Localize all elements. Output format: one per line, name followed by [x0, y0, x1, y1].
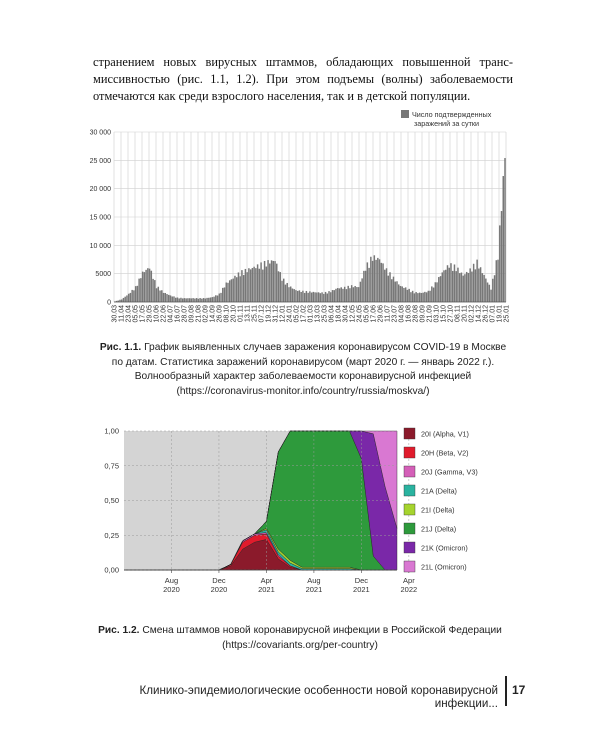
chart1-x-tick-label: 09.08 — [188, 305, 196, 323]
chart1-x-tick-label: 03.10 — [433, 305, 441, 323]
chart2-legend-label: 21L (Omicron) — [421, 562, 467, 572]
footer-divider — [505, 676, 507, 706]
chart1-x-tick-label: 13.03 — [314, 305, 322, 323]
chart1-x-tick-label: 05.02 — [293, 305, 301, 323]
chart1-x-tick-label: 25.03 — [321, 305, 329, 323]
chart2-x-tick-year: 2021 — [353, 585, 370, 594]
chart2-legend-swatch — [404, 447, 415, 458]
chart1-x-tick-label: 24.05 — [356, 305, 364, 323]
figure2-caption-text: Смена штаммов новой коронавирусной инфекции в Российской Федерации (https://covariants.org/per-country) — [142, 625, 502, 651]
chart1-x-tick-label: 29.05 — [146, 305, 154, 323]
chart2-legend-label: 21I (Delta) — [421, 505, 455, 515]
chart2-x-tick-year: 2022 — [400, 585, 418, 594]
chart1-x-tick-label: 07.01 — [489, 305, 497, 323]
chart1-y-tick-label: 5000 — [95, 271, 111, 279]
chart1-y-tick-label: 20 000 — [89, 186, 111, 194]
chart1-x-tick-label: 26.09 — [216, 305, 224, 323]
chart2-x-axis — [124, 570, 417, 594]
chart1-x-tick-label: 15.10 — [440, 305, 448, 323]
paragraph-line-3: отмечаются как среди взрослого населения, так и в детской популяции. — [93, 89, 471, 103]
chart1-x-tick-label: 25.01 — [503, 305, 511, 323]
chart2-legend-swatch — [404, 466, 415, 477]
chart1-x-tick-label: 10.06 — [153, 305, 161, 323]
chart2-y-tick-label: 1,00 — [104, 426, 119, 436]
chart1-x-tick-label: 21.08 — [195, 305, 203, 323]
chart1-legend-label: Число подтвержденных — [412, 110, 492, 119]
chart1-x-tick-label: 11.07 — [384, 305, 392, 322]
chart1-x-tick-label: 30.04 — [342, 305, 350, 323]
chart1-x-tick-label: 05.06 — [363, 305, 371, 323]
chart2-x-tick-month: Aug — [164, 576, 179, 585]
chart1-x-tick-label: 01.11 — [237, 305, 245, 322]
chart1-y-tick-label: 0 — [107, 299, 111, 307]
chart1-x-tick-label: 04.08 — [398, 305, 406, 323]
chart2-x-tick-year: 2021 — [305, 585, 323, 594]
chart1-y-tick-label: 30 000 — [89, 129, 111, 137]
chart1-x-tick-label: 09.09 — [419, 305, 427, 323]
chart2-legend-swatch — [404, 504, 415, 515]
chart2-y-tick-label: 0,50 — [104, 496, 119, 505]
chart1-x-tick-label: 14.09 — [209, 305, 217, 323]
chart1-x-tick-label: 12.05 — [349, 305, 357, 323]
chart1-x-tick-label: 30.03 — [111, 305, 119, 323]
figure1-caption-text: График выявленных случаев заражения коронавирусом COVID-19 в Москве по датам. Статистика заражений коронавирусом (март 2020 г. — январь 2022 г.). Волнообразный характер заболеваемости коронавирусной инфекцией (https://coronavirus-monitor.info/country/russia/moskva/) — [111, 342, 507, 397]
chart2-legend — [404, 428, 478, 572]
figure1-caption-label: Рис. 1.1. — [99, 342, 142, 353]
chart1-y-tick-label: 15 000 — [89, 214, 111, 222]
chart1-x-tick-label: 18.04 — [335, 305, 343, 323]
chart2-y-tick-label: 0,25 — [104, 530, 119, 540]
chart1-x-tick-label: 16.07 — [174, 305, 182, 323]
chart1-y-tick-label: 10 000 — [89, 242, 111, 250]
chart1-x-tick-label: 28.07 — [181, 305, 189, 323]
chart2-x-tick-year: 2020 — [163, 585, 180, 594]
chart1-x-tick-label: 23.04 — [125, 305, 133, 323]
chart1-x-tick-label: 27.10 — [447, 305, 455, 323]
chart1-x-tick-label: 20.11 — [461, 305, 469, 322]
chart1-x-tick-label: 17.06 — [370, 305, 378, 323]
chart2-legend-swatch — [404, 428, 415, 439]
chart2-x-tick-month: Apr — [403, 576, 415, 585]
chart2-legend-swatch — [404, 561, 415, 572]
chart1-x-tick-label: 17.02 — [300, 305, 308, 323]
running-title: Клинико-эпидемиологические особенности новой коронавирусной инфекции... — [139, 684, 498, 710]
chart2-legend-label: 21A (Delta) — [421, 486, 457, 496]
chart2-legend-swatch — [404, 542, 415, 553]
chart1-x-tick-label: 16.08 — [405, 305, 413, 323]
chart1-x-tick-label: 21.09 — [426, 305, 434, 323]
chart1-x-tick-label: 08.11 — [454, 305, 462, 322]
chart2-x-tick-year: 2020 — [210, 585, 228, 594]
chart1-x-tick-label: 19.12 — [265, 305, 273, 323]
chart1-x-tick-label: 31.12 — [272, 305, 280, 323]
chart1-x-tick-label: 02.12 — [468, 305, 476, 323]
chart1-x-tick-label: 14.12 — [475, 305, 483, 323]
chart1-x-tick-label: 11.04 — [118, 305, 126, 322]
chart1-x-tick-label: 23.07 — [391, 305, 399, 323]
chart2-x-tick-month: Dec — [212, 576, 226, 585]
chart2-x-tick-month: Apr — [260, 576, 273, 585]
chart1-x-tick-label: 06.04 — [328, 305, 336, 323]
chart2-legend-swatch — [404, 485, 415, 496]
chart1-x-tick-label: 02.09 — [202, 305, 210, 323]
chart2-legend-label: 20I (Alpha, V1) — [421, 429, 469, 439]
chart1-legend-label-2: заражений за сутки — [414, 119, 480, 128]
figure2-caption-label: Рис. 1.2. — [98, 625, 140, 636]
chart1-x-tick-label: 25.11 — [251, 305, 259, 322]
chart2-legend-label: 20H (Beta, V2) — [421, 448, 469, 458]
chart1-x-tick-label: 05.05 — [132, 305, 140, 323]
chart2-y-axis — [104, 427, 119, 575]
chart1-x-tick-label: 08.10 — [223, 305, 231, 323]
chart2-x-tick-month: Dec — [354, 576, 369, 585]
chart1-x-tick-label: 22.06 — [160, 305, 168, 323]
chart1-x-tick-label: 20.10 — [230, 305, 238, 323]
chart2-x-tick-year: 2021 — [258, 585, 275, 594]
chart1-x-tick-label: 29.06 — [377, 305, 385, 323]
chart1-y-tick-label: 25 000 — [89, 157, 111, 165]
chart1-x-tick-label: 24.01 — [286, 305, 294, 323]
chart1-x-tick-label: 17.05 — [139, 305, 147, 323]
chart1-x-tick-label: 26.12 — [482, 305, 490, 323]
chart2-y-tick-label: 0,75 — [104, 461, 119, 471]
chart2-legend-label: 20J (Gamma, V3) — [421, 467, 478, 477]
page-number: 17 — [512, 683, 526, 697]
chart1-x-tick-label: 04.07 — [167, 305, 175, 323]
chart1-x-tick-label: 28.08 — [412, 305, 420, 323]
chart1-x-tick-label: 07.12 — [258, 305, 266, 323]
chart2-legend-swatch — [404, 523, 415, 534]
paragraph-line-2: миссивностью (рис. 1.1, 1.2). При этом подъемы (волны) заболеваемости — [93, 72, 513, 86]
chart1-x-tick-label: 01.03 — [307, 305, 315, 323]
chart1-x-tick-label: 19.01 — [496, 305, 504, 323]
chart2-legend-label: 21K (Omicron) — [421, 543, 468, 553]
chart2-legend-label: 21J (Delta) — [421, 524, 457, 534]
chart2-y-tick-label: 0,00 — [104, 565, 119, 575]
chart1-x-tick-label: 12.01 — [279, 305, 287, 323]
figure2-caption — [88, 624, 512, 653]
chart2-x-tick-month: Aug — [307, 576, 321, 585]
chart1-x-tick-label: 13.11 — [244, 305, 252, 322]
paragraph-line-1: странением новых вирусных штаммов, обладающих повышенной транс- — [93, 55, 513, 69]
